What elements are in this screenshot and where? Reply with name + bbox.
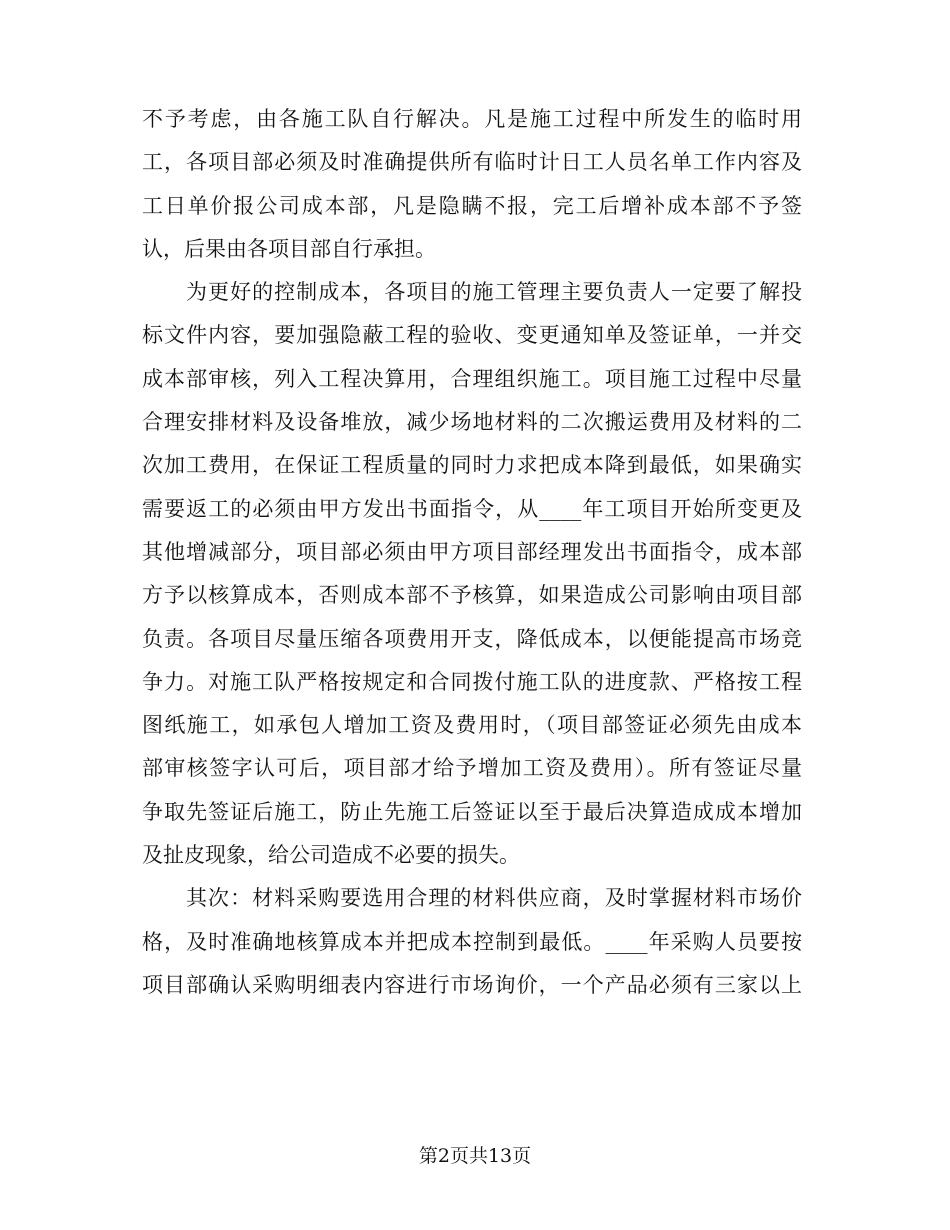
text-line: 为更好的控制成本，各项目的施工管理主要负责人一定要了解投 xyxy=(186,280,802,305)
text-line: 格，及时准确地核算成本并把成本控制到最低。____年采购人员要按 xyxy=(142,929,802,954)
text-line: 工日单价报公司成本部，凡是隐瞒不报，完工后增补成本部不予签 xyxy=(142,193,802,218)
text-line: 标文件内容，要加强隐蔽工程的验收、变更通知单及签证单，一并交 xyxy=(142,323,802,348)
text-line: 图纸施工，如承包人增加工资及费用时，（项目部签证必须先由成本 xyxy=(142,713,802,738)
text-line: 项目部确认采购明细表内容进行市场询价，一个产品必须有三家以上 xyxy=(142,972,802,997)
text-line: 不予考虑，由各施工队自行解决。凡是施工过程中所发生的临时用 xyxy=(142,107,802,131)
text-line: 工，各项目部必须及时准确提供所有临时计日工人员名单工作内容及 xyxy=(142,150,802,175)
paragraph-2 xyxy=(142,271,802,877)
text-line: 其他增减部分，项目部必须由甲方项目部经理发出书面指令，成本部 xyxy=(142,539,802,564)
text-line: 方予以核算成本，否则成本部不予核算，如果造成公司影响由项目部 xyxy=(142,583,802,608)
text-line: 需要返工的必须由甲方发出书面指令，从____年工项目开始所变更及 xyxy=(142,496,802,521)
text-line: 及扯皮现象，给公司造成不必要的损失。 xyxy=(142,843,520,868)
paragraph-1 xyxy=(142,98,802,271)
text-line: 争取先签证后施工，防止先施工后签证以至于最后决算造成成本增加 xyxy=(142,799,802,824)
document-body xyxy=(142,98,802,1007)
text-line: 认，后果由各项目部自行承担。 xyxy=(142,236,436,261)
text-line: 成本部审核，列入工程决算用，合理组织施工。项目施工过程中尽量 xyxy=(142,366,802,391)
paragraph-3 xyxy=(142,877,802,1007)
text-line: 部审核签字认可后，项目部才给予增加工资及费用）。所有签证尽量 xyxy=(142,756,802,781)
text-line: 争力。对施工队严格按规定和合同拨付施工队的进度款、严格按工程 xyxy=(142,669,802,694)
text-line: 其次：材料采购要选用合理的材料供应商，及时掌握材料市场价 xyxy=(186,886,802,911)
page-number-footer: 第2页共13页 xyxy=(418,1145,532,1167)
text-line: 次加工费用，在保证工程质量的同时力求把成本降到最低，如果确实 xyxy=(142,453,802,478)
text-line: 合理安排材料及设备堆放，减少场地材料的二次搬运费用及材料的二 xyxy=(142,410,802,435)
text-line: 负责。各项目尽量压缩各项费用开支，降低成本，以便能提高市场竞 xyxy=(142,626,802,651)
